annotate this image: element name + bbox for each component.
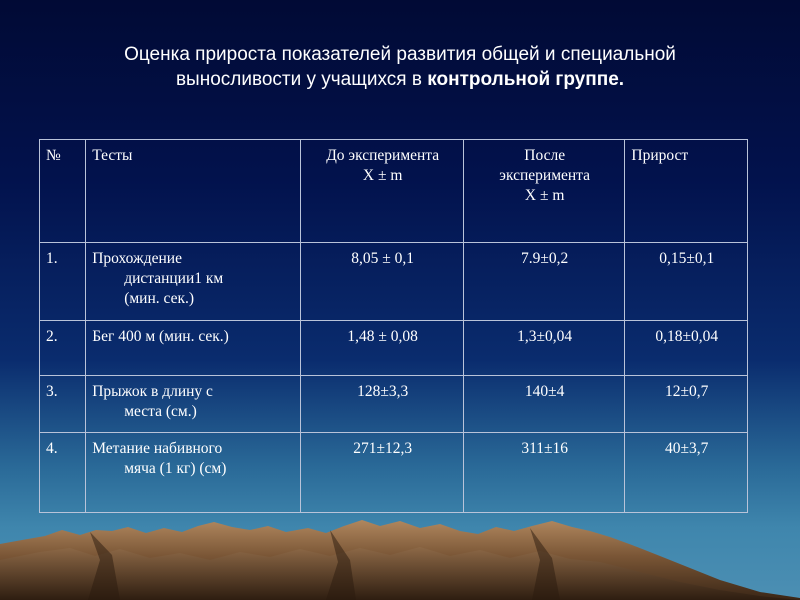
- header-after: [463, 140, 625, 243]
- row-before: 8,05 ± 0,1: [301, 243, 463, 321]
- row-after: 7.9±0,2: [463, 243, 625, 321]
- row-test-line-2: места (см.): [124, 403, 197, 420]
- table-row: [40, 243, 748, 321]
- title-line-1: Оценка прироста показателей развития общей и специальной: [124, 44, 676, 65]
- header-after-line-1: После: [524, 147, 566, 164]
- row-test-line-2: дистанции1 км: [124, 270, 224, 287]
- row-number: 3.: [40, 376, 86, 433]
- row-test: [86, 243, 301, 321]
- row-test: [86, 376, 301, 433]
- table-header-row: [40, 140, 748, 243]
- title-line-2-prefix: выносливости у учащихся в: [175, 69, 428, 90]
- header-after-line-2: эксперимента: [499, 167, 591, 184]
- row-test: [86, 321, 301, 376]
- row-before: 271±12,3: [301, 433, 463, 513]
- row-after: 140±4: [463, 376, 625, 433]
- row-test-line-3: (мин. сек.): [124, 290, 195, 307]
- row-test-line-1: Прыжок в длину с: [92, 383, 213, 400]
- slide-title: [40, 42, 760, 92]
- row-after: 1,3±0,04: [463, 321, 625, 376]
- mountain-range-back: [0, 520, 800, 600]
- row-number: 4.: [40, 433, 86, 513]
- row-test-line-1: Метание набивного: [92, 440, 223, 457]
- header-before-line-1: До эксперимента: [326, 147, 440, 164]
- row-number: 1.: [40, 243, 86, 321]
- mountain-range-front: [0, 547, 800, 600]
- row-test-line-2: мяча (1 кг) (см): [124, 460, 227, 477]
- header-gain: Прирост: [625, 140, 748, 243]
- header-before: [301, 140, 463, 243]
- row-before: 128±3,3: [301, 376, 463, 433]
- row-number: 2.: [40, 321, 86, 376]
- row-gain: 12±0,7: [625, 376, 748, 433]
- title-line-2: [40, 67, 760, 92]
- row-gain: 0,18±0,04: [625, 321, 748, 376]
- row-test: [86, 433, 301, 513]
- row-after: 311±16: [463, 433, 625, 513]
- table-row: [40, 433, 748, 513]
- row-gain: 0,15±0,1: [625, 243, 748, 321]
- title-line-2-bold: контрольной группе.: [427, 69, 625, 90]
- header-number: №: [40, 140, 86, 243]
- table-row: [40, 321, 748, 376]
- header-after-line-3: X ± m: [524, 187, 565, 204]
- row-test-line-1: Бег 400 м (мин. сек.): [92, 328, 229, 345]
- header-before-line-2: X ± m: [362, 167, 403, 184]
- row-test-line-1: Прохождение: [92, 250, 182, 267]
- header-tests: Тесты: [86, 140, 301, 243]
- row-gain: 40±3,7: [625, 433, 748, 513]
- table-row: [40, 376, 748, 433]
- row-before: 1,48 ± 0,08: [301, 321, 463, 376]
- results-table: [39, 139, 748, 513]
- mountain-shadow: [88, 528, 560, 600]
